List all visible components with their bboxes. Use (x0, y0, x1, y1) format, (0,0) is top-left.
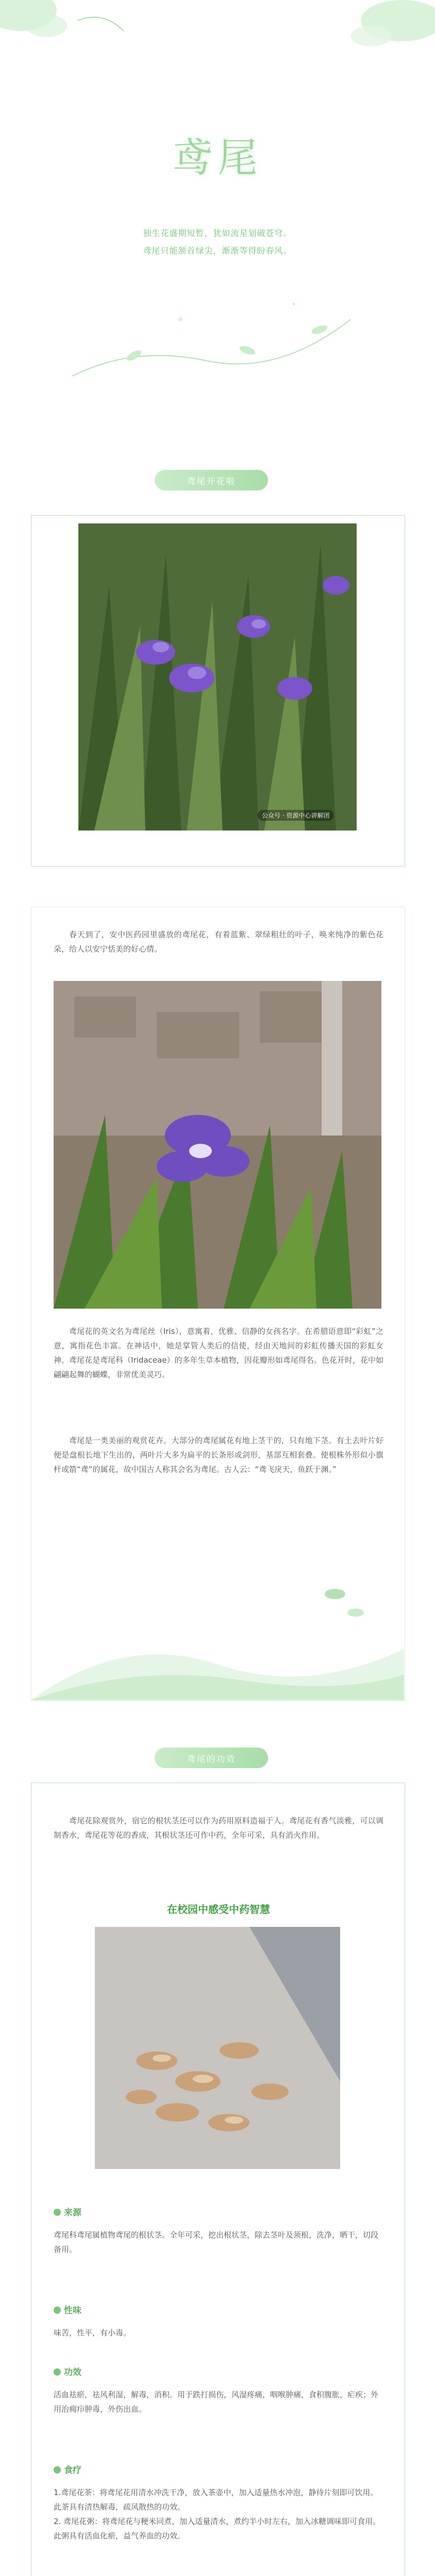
tagline-1: 独生花盛期短暂，犹如流星划破苍穹。 (143, 228, 292, 238)
efficacy-body: 活血祛瘀，祛风利湿，解毒，消积。用于跌打损伤，风湿疼痛，咽喉肿痛，食积腹胀，疟疾；外用治痈疖肿毒，外伤出血。 (54, 2390, 379, 2414)
section2-intro: 鸢尾花除观赏外，宿它的根状茎还可以作为药用原料造福于人。鸢尾花有香气淡雅，可以调制香水，鸢尾花等花的香成，其根状茎还可作中药，全年可采，具有消火作用。 (54, 1816, 383, 1840)
section1-bottom-decoration (31, 1571, 404, 1700)
iris-photo-2 (54, 981, 381, 1309)
section1-paragraph-3: 鸢尾是一类美丽的观赏花卉。大部分的鸢尾属花有地上茎干的，只有地下茎。有土去叶片好便是盘根长地下生出的，两叶片大多为扁平的长条形或剑形，基部互相套叠。使根株外形似小旗杆或箭“鸢”的属花，故中国古人称其会名为鸢尾。古人云：“鸢飞戾天，鱼跃于渊。” (54, 1436, 383, 1474)
page-title (145, 113, 290, 196)
efficacy-heading (54, 2365, 81, 2378)
title-text: 鸢尾 (172, 135, 263, 181)
leaf-bullet-icon (54, 2466, 61, 2473)
section2-title: 鸢尾的功效 (155, 1748, 268, 1768)
efficacy-heading-text: 功效 (64, 2367, 81, 2378)
nature-heading-text: 性味 (64, 2306, 81, 2316)
photo1-watermark: 公众号 · 资源中心讲解团 (258, 810, 333, 821)
section1-paragraph-1: 春天到了，安中医药园里盛放的鸢尾花，有着蓝紫、翠绿粗壮的叶子，唤来纯净的紫色花朵，给人以安宁恬美的好心情。 (54, 930, 383, 954)
section1-title: 鸢尾开花啦 (155, 470, 268, 490)
diet-body: 1.鸢尾花茶：将鸢尾花用清水冲洗干净，放入茶壶中，加入适量热水冲泡，静待片刻即可饮用。此茶具有清热解毒，疏风散热的功效。 2. 鸢尾花粥：将鸢尾花与粳米同煮，加入适量清水，煮约半小时左右，加入冰糖调味即可食用。此粥具有活血化瘀，益气养血的功效。 (54, 2488, 381, 2540)
leaf-bullet-icon (54, 2209, 61, 2216)
diet-heading-text: 食疗 (64, 2465, 81, 2476)
iris-photo-1 (78, 523, 357, 831)
source-heading (54, 2205, 81, 2218)
vine-decoration (72, 289, 361, 392)
leaf-bullet-icon (54, 2368, 61, 2376)
header-watercolor-decoration (0, 0, 435, 82)
leaf-bullet-icon (54, 2307, 61, 2314)
source-body: 鸢尾科鸢尾属植物鸢尾的根状茎。全年可采，挖出根状茎，除去茎叶及须根，洗净，晒干，切段备用。 (54, 2230, 379, 2254)
section1-paragraph-2: 鸢尾花的英文名为鸢尾丝（Iris），意寓着，优雅、信静的女孩名字。在希腊语意即“彩虹”之意，寓指花色丰富。在神话中，她是掌管人类后的信使，经由天地间的彩虹传播天国的彩虹女神。鸢尾花是鸢尾科（Iridaceae）的多年生草本植物，因花瓣形如鸢尾得名。色花开时，花中如翩翩起舞的蝴蝶，非常优美灵巧。 (54, 1327, 383, 1379)
source-heading-text: 来源 (64, 2208, 81, 2218)
tagline-2: 鸢尾只能颔首绿尖，渐渐等得盼春风。 (143, 246, 292, 256)
nature-body: 味苦，性平，有小毒。 (54, 2328, 131, 2337)
diet-heading (54, 2463, 81, 2476)
section2-subtitle: 在校园中感受中药智慧 (167, 1903, 270, 1916)
nature-heading (54, 2303, 81, 2316)
iris-rhizome-photo (95, 1927, 340, 2169)
